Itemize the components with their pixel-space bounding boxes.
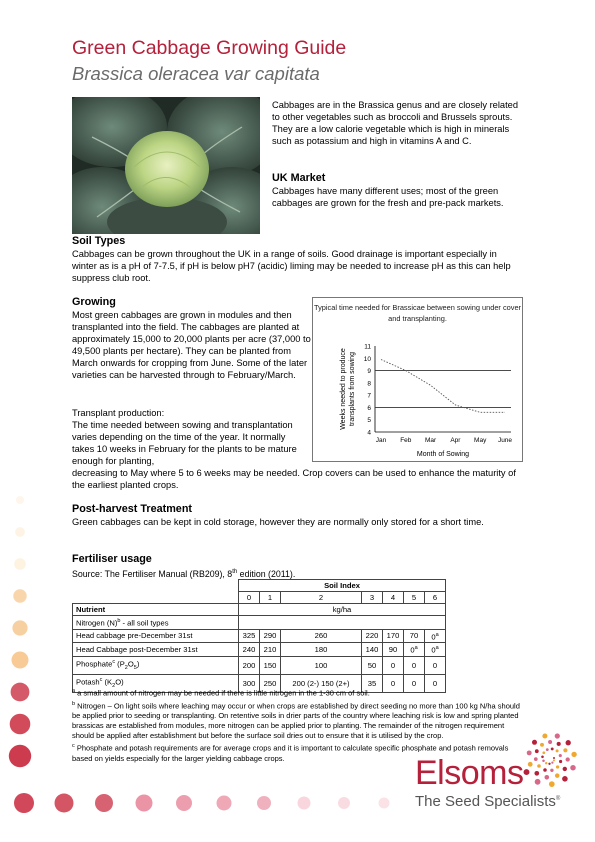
page-title: Green Cabbage Growing Guide bbox=[72, 37, 347, 59]
decorative-dot bbox=[10, 714, 31, 735]
cell: 0 bbox=[404, 656, 425, 674]
transplant-text: The time needed between sowing and transplantation varies depending on the time of the year. It normally takes 10 weeks in February for the plants to be mature enough for planting, bbox=[72, 420, 297, 467]
decorative-dot bbox=[14, 558, 26, 570]
index-col: 3 bbox=[362, 592, 383, 604]
cell: 90 bbox=[383, 643, 404, 657]
footnote-b bbox=[72, 699, 522, 742]
logo-dot bbox=[563, 767, 567, 771]
cell-value: 0 bbox=[431, 632, 436, 642]
x-tick-label: Jan bbox=[375, 437, 387, 444]
table-row bbox=[73, 604, 446, 616]
y-tick-label: 8 bbox=[367, 380, 371, 388]
cell: 0 bbox=[404, 674, 425, 692]
table-row bbox=[73, 629, 446, 643]
decorative-dot bbox=[379, 798, 390, 809]
soil-types-heading: Soil Types bbox=[72, 235, 126, 247]
logo-dot bbox=[546, 748, 549, 751]
x-tick-label: June bbox=[497, 437, 513, 444]
x-axis-label: Month of Sowing bbox=[416, 451, 470, 458]
logo-dot bbox=[555, 773, 560, 778]
cell: 290 bbox=[260, 629, 281, 643]
y-tick-label: 10 bbox=[363, 355, 371, 363]
logo-dot bbox=[527, 750, 532, 755]
x-tick-label: Feb bbox=[400, 437, 412, 444]
footnote-mark: b bbox=[72, 700, 76, 707]
nitrogen-text-end: - all soil types bbox=[120, 618, 169, 628]
post-harvest-heading: Post-harvest Treatment bbox=[72, 503, 193, 515]
y-tick-label: 11 bbox=[364, 343, 371, 351]
y-axis-label-line: Weeks needed to produce bbox=[340, 348, 347, 430]
nitrogen-footnote-mark: b bbox=[117, 618, 121, 624]
y-tick-label: 4 bbox=[367, 429, 371, 437]
cell: 200 bbox=[239, 656, 260, 674]
tagline-text: The Seed Specialists bbox=[415, 793, 556, 810]
cell: 0 bbox=[383, 656, 404, 674]
label-footnote-mark: c bbox=[99, 676, 103, 683]
footnote-text: a small amount of nitrogen may be needed if there is little nitrogen in the 1-30 cm of soil. bbox=[75, 688, 370, 698]
logo-dot bbox=[528, 762, 533, 767]
footnote-text: Nitrogen – On light soils where leaching may occur or when crops are established by direct seeding no more than 100 kg N/ha should be applied prior to seeding or transplanting. On retentive soils in drier parts of the country where leaching risk is low and spring planted brassicas are established from modules, more nitrogen can be applied prior to planting. The remainder of the nitrogen requirement should be applied after establishment but before the surface soil dries out to ensure that it is utilised by the crop. bbox=[72, 701, 520, 741]
logo-dot bbox=[535, 749, 539, 753]
cell bbox=[425, 643, 446, 657]
label-part: ) bbox=[136, 659, 140, 669]
fertiliser-table bbox=[72, 579, 446, 693]
footnote-mark: a bbox=[72, 688, 76, 694]
source-text: Source: The Fertiliser Manual (RB209), 8 bbox=[72, 568, 233, 579]
logo-dot bbox=[570, 765, 576, 771]
label-subscript: 2 bbox=[124, 664, 128, 671]
post-harvest-text: Green cabbages can be kept in cold storage, however they are normally only stored for a short time. bbox=[72, 517, 484, 527]
cell-footnote-mark: a bbox=[414, 645, 418, 652]
label-part: Potash bbox=[76, 677, 100, 687]
cell: 260 bbox=[281, 629, 362, 643]
cell: 220 bbox=[362, 629, 383, 643]
cell: 250 bbox=[260, 674, 281, 692]
logo-dot bbox=[542, 759, 545, 762]
cabbage-photo bbox=[72, 97, 260, 234]
logo-dot bbox=[571, 752, 576, 757]
logo-dot bbox=[524, 769, 530, 775]
label-part: (K bbox=[102, 677, 113, 687]
uk-market-text: Cabbages have many different uses; most of the green cabbages are grown for the fresh and pre-pack markets. bbox=[272, 186, 504, 209]
cell: 0 bbox=[383, 674, 404, 692]
fertiliser-source bbox=[72, 566, 295, 580]
decorative-dot bbox=[15, 527, 25, 537]
table-blank-cell bbox=[73, 592, 239, 604]
cell: 100 bbox=[281, 656, 362, 674]
row-label: Head Cabbage post-December 31st bbox=[73, 643, 239, 657]
decorative-dot bbox=[55, 794, 74, 813]
footnotes bbox=[72, 686, 522, 764]
elsoms-logo-tagline bbox=[415, 793, 560, 810]
elsoms-logo-wordmark: Elsoms bbox=[415, 754, 524, 792]
decorative-dot bbox=[9, 745, 31, 767]
label-subscript: 5 bbox=[133, 664, 137, 671]
cell: 300 bbox=[239, 674, 260, 692]
logo-dot bbox=[563, 748, 567, 752]
chart-plot bbox=[313, 298, 522, 461]
y-axis-label bbox=[340, 348, 356, 430]
transplant-text-continued: decreasing to May where 5 to 6 weeks may be needed. Crop covers can be used to enhance the maturity of the earliest planted crops. bbox=[72, 468, 516, 491]
logo-dot bbox=[559, 754, 562, 757]
nitrogen-blank bbox=[239, 616, 446, 630]
logo-dot bbox=[557, 742, 561, 746]
label-part: O) bbox=[115, 677, 124, 687]
footnote-a bbox=[72, 686, 522, 699]
logo-dot bbox=[551, 762, 553, 764]
logo-dot bbox=[553, 757, 555, 759]
logo-dot bbox=[556, 749, 559, 752]
logo-dot bbox=[542, 733, 547, 738]
footnote-mark: c bbox=[72, 743, 75, 750]
table-row bbox=[73, 616, 446, 630]
index-col: 1 bbox=[260, 592, 281, 604]
logo-dot bbox=[562, 776, 568, 782]
table-row bbox=[73, 656, 446, 674]
cell: 35 bbox=[362, 674, 383, 692]
logo-dot bbox=[537, 764, 541, 768]
decorative-dot bbox=[12, 652, 29, 669]
cell: 325 bbox=[239, 629, 260, 643]
decorative-dot bbox=[338, 797, 350, 809]
index-col: 6 bbox=[425, 592, 446, 604]
transplant-time-chart bbox=[312, 297, 523, 462]
logo-dot bbox=[535, 779, 541, 785]
nitrogen-text: Nitrogen (N) bbox=[76, 618, 118, 628]
cell: 210 bbox=[260, 643, 281, 657]
cell-footnote-mark: a bbox=[435, 645, 439, 652]
y-tick-label: 7 bbox=[367, 392, 371, 400]
decorative-dot bbox=[298, 797, 311, 810]
cell: 0 bbox=[425, 674, 446, 692]
nutrient-header: Nutrient bbox=[73, 604, 239, 616]
cell: 170 bbox=[383, 629, 404, 643]
decorative-dot bbox=[14, 793, 34, 813]
logo-dot bbox=[555, 733, 560, 738]
decorative-dot bbox=[12, 620, 27, 635]
index-col: 0 bbox=[239, 592, 260, 604]
logo-dot bbox=[549, 781, 555, 787]
logo-dot bbox=[550, 769, 553, 772]
trademark-mark: ® bbox=[555, 796, 561, 802]
cell: 150 bbox=[260, 656, 281, 674]
logo-dot bbox=[542, 751, 545, 754]
seed-burst-logo-icon bbox=[520, 728, 580, 788]
y-tick-label: 5 bbox=[367, 417, 371, 425]
decorative-dot bbox=[13, 589, 26, 602]
growing-heading: Growing bbox=[72, 296, 116, 308]
logo-dot bbox=[566, 757, 570, 761]
transplant-label: Transplant production: bbox=[72, 408, 165, 418]
logo-dot bbox=[534, 771, 539, 776]
table-header-row bbox=[73, 580, 446, 592]
logo-dot bbox=[541, 756, 544, 759]
logo-dot bbox=[540, 743, 544, 747]
label-part: Phosphate bbox=[76, 659, 113, 669]
footnote-text: Phosphate and potash requirements are for average crops and it is important to calculate specific phosphate and potash removals based on yields especially for the larger yielding cabbage crops. bbox=[72, 743, 509, 764]
unit-header: kg/ha bbox=[239, 604, 446, 616]
chart-title: Typical time needed for Brassicae between sowing under cover and transplanting. bbox=[313, 303, 522, 323]
cell: 200 (2-) 150 (2+) bbox=[281, 674, 362, 692]
source-superscript: th bbox=[232, 569, 238, 575]
cell: 140 bbox=[362, 643, 383, 657]
intro-paragraph: Cabbages are in the Brassica genus and are closely related to other vegetables such as broccoli and Brussels sprouts. They are a low calorie vegetable which is high in minerals such as potassium and high in vitamins A and C. bbox=[272, 100, 518, 147]
soil-index-header: Soil Index bbox=[239, 580, 446, 592]
decorative-dot bbox=[95, 794, 113, 812]
cell-footnote-mark: a bbox=[435, 631, 439, 638]
decorative-dot bbox=[217, 796, 232, 811]
index-col: 5 bbox=[404, 592, 425, 604]
table-row bbox=[73, 643, 446, 657]
index-col: 2 bbox=[281, 592, 362, 604]
logo-dot bbox=[559, 760, 562, 763]
x-tick-label: Apr bbox=[450, 437, 461, 444]
cell: 180 bbox=[281, 643, 362, 657]
y-tick-label: 6 bbox=[367, 404, 371, 412]
y-tick-label: 9 bbox=[367, 368, 371, 376]
logo-dot bbox=[543, 768, 547, 772]
label-footnote-mark: c bbox=[112, 658, 116, 665]
cell: 70 bbox=[404, 629, 425, 643]
label-subscript: 2 bbox=[112, 682, 116, 689]
series-line bbox=[381, 360, 505, 413]
row-label bbox=[73, 656, 239, 674]
cell-value: 0 bbox=[410, 645, 415, 655]
uk-market-heading: UK Market bbox=[272, 172, 326, 184]
logo-dot bbox=[551, 747, 554, 750]
label-part: O bbox=[127, 659, 134, 669]
source-text-end: edition (2011). bbox=[237, 568, 296, 579]
soil-types-text: Cabbages can be grown throughout the UK in a range of soils. Good drainage is important especially in winter as is a pH of 7-7.5, if pH is below pH7 (acidic) liming may be needed to increase pH as this can help suppress club root. bbox=[72, 249, 511, 284]
table-index-row bbox=[73, 592, 446, 604]
page-subtitle: Brassica oleracea var capitata bbox=[72, 63, 320, 84]
index-col: 4 bbox=[383, 592, 404, 604]
row-label: Head cabbage pre-December 31st bbox=[73, 629, 239, 643]
logo-dot bbox=[566, 740, 571, 745]
logo-dot bbox=[553, 759, 555, 761]
decorative-dot bbox=[11, 683, 30, 702]
decorative-dot bbox=[16, 496, 24, 504]
logo-dot bbox=[545, 775, 550, 780]
logo-dot bbox=[532, 740, 537, 745]
growing-text: Most green cabbages are grown in modules and then transplanted into the field. The cabbages are planted at approximately 15,000 to 20,000 plants per acre (37,000 to 49,500 plants per hectare). They can be planted from March onwards for cropping from June. Some of the later varieties can be harvested through to February/March. bbox=[72, 310, 311, 381]
cell bbox=[425, 629, 446, 643]
cell: 0 bbox=[425, 656, 446, 674]
cell: 50 bbox=[362, 656, 383, 674]
logo-dot bbox=[548, 740, 552, 744]
x-tick-label: Mar bbox=[424, 437, 437, 444]
decorative-dot bbox=[257, 796, 271, 810]
label-part: (P bbox=[115, 659, 125, 669]
logo-dot bbox=[534, 757, 538, 761]
decorative-dot bbox=[176, 795, 192, 811]
logo-dot bbox=[556, 765, 559, 768]
x-tick-label: May bbox=[474, 437, 487, 444]
fertiliser-heading: Fertiliser usage bbox=[72, 553, 152, 565]
logo-dot bbox=[548, 763, 550, 765]
y-axis-label-line: transplants from sowing bbox=[349, 352, 356, 426]
decorative-dot bbox=[136, 795, 153, 812]
nitrogen-label bbox=[73, 616, 239, 630]
cell: 240 bbox=[239, 643, 260, 657]
cell-value: 0 bbox=[431, 645, 436, 655]
logo-dot bbox=[545, 762, 547, 764]
cell bbox=[404, 643, 425, 657]
table-corner-cell bbox=[73, 580, 239, 592]
